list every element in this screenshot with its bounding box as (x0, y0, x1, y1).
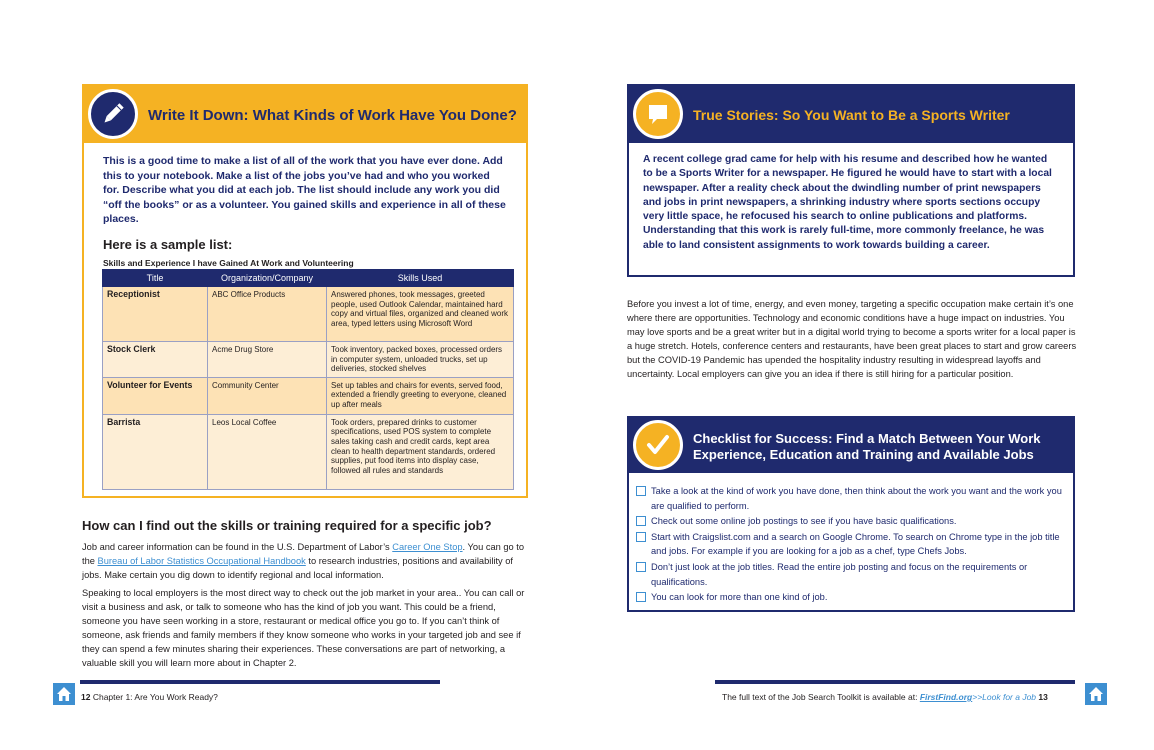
checklist-item-text: Check out some online job postings to see if you have basic qualifications. (651, 516, 957, 527)
row-skills: Took inventory, packed boxes, processed orders in computer system, unloaded trucks, set up deliveries, stocked shelves (327, 342, 514, 378)
page-number: 12 (81, 692, 91, 702)
home-icon[interactable] (1085, 683, 1107, 705)
footer-right (722, 692, 1048, 702)
row-organization: Leos Local Coffee (208, 414, 327, 489)
footer-text: The full text of the Job Search Toolkit is available at: (722, 692, 920, 702)
footer-rule (715, 680, 1075, 684)
checklist-item (636, 514, 1066, 529)
home-icon[interactable] (53, 683, 75, 705)
checklist-item-text: You can look for more than one kind of job. (651, 592, 828, 603)
true-stories-box (627, 84, 1075, 277)
true-stories-title: True Stories: So You Want to Be a Sports Writer (693, 107, 1010, 123)
write-it-down-title: Write It Down: What Kinds of Work Have You Done? (148, 107, 517, 124)
chapter-title: Chapter 1: Are You Work Ready? (92, 692, 218, 702)
checkbox[interactable] (636, 516, 646, 526)
footer-rule (80, 680, 440, 684)
sample-list-heading: Here is a sample list: (103, 237, 233, 252)
table-caption: Skills and Experience I have Gained At Work and Volunteering (103, 258, 354, 268)
table-header-row (103, 270, 514, 287)
row-title: Stock Clerk (103, 342, 208, 378)
checklist-item-text: Don’t just look at the job titles. Read the entire job posting and focus on the requirements or qualifications. (651, 561, 1028, 587)
pencil-icon (88, 89, 138, 139)
row-skills: Answered phones, took messages, greeted people, used Outlook Calendar, maintained hard copy and virtual files, organized and cleaned work area, typed letters using Microsoft Word (327, 287, 514, 342)
write-it-down-header (84, 86, 526, 143)
footer-left (81, 692, 218, 702)
table-row (103, 287, 514, 342)
checklist-item-text: Take a look at the kind of work you have done, then think about the work you want and the work you are qualified to perform. (651, 486, 1062, 511)
checklist-box (627, 416, 1075, 612)
row-title: Volunteer for Events (103, 377, 208, 414)
write-it-down-box (82, 84, 528, 498)
true-stories-header (629, 86, 1073, 143)
para-text: to research industries, positions and availability of jobs. Make certain you dig down to identify regional and local information. (82, 556, 514, 580)
row-skills: Set up tables and chairs for events, served food, extended a friendly greeting to everyone, cleaned up after meals (327, 377, 514, 414)
speech-bubble-icon (633, 89, 683, 139)
row-organization: ABC Office Products (208, 287, 327, 342)
checklist-item (636, 484, 1066, 513)
row-skills: Took orders, prepared drinks to customer specifications, used POS system to complete sales taking cash and credit cards, kept area clean to health department standards, ordered supplies, put food items into display case, followed all rules and standards (327, 414, 514, 489)
table-row (103, 377, 514, 414)
table-row (103, 342, 514, 378)
row-title: Receptionist (103, 287, 208, 342)
checkmark-icon (633, 420, 683, 470)
checklist-item (636, 560, 1066, 589)
firstfind-link[interactable]: FirstFind.org (919, 692, 973, 702)
write-it-down-intro: This is a good time to make a list of all of the work that you have ever done. Add this to your notebook. Make a list of the jobs you’ve had and who you worked for. Describe what you did at each job. The list should include any work you did “off the books” or as a volunteer. You gained skills and experience in all of these places. (103, 155, 506, 225)
page-number: 13 (1038, 692, 1048, 702)
skills-table (102, 269, 514, 490)
skills-section-heading: How can I find out the skills or training required for a specific job? (82, 518, 492, 533)
career-one-stop-link[interactable]: Career One Stop (392, 542, 463, 552)
checklist-item-text: Start with Craigslist.com and a search on Google Chrome. To search on Chrome type in the job title and jobs. For example if you are looking for a job as a chef, type Chefs Jobs. (651, 531, 1060, 557)
checkbox[interactable] (636, 562, 646, 572)
occupation-paragraph: Before you invest a lot of time, energy, and even money, targeting a specific occupation make certain it’s one where there are opportunities. Technology and economic conditions have a huge impact on industries. You may love sports and be a great writer but in a digital world trying to become a sports writer for a local paper is a huge stretch. Hotels, conference centers and restaurants, have been great places to start and grow careers but the COVID-19 Pandemic has upended the hospitality industry resulting in widespread layoffs and uncertainty. Local employers can give you an idea if there is still hiring for a particular position. (627, 299, 1077, 379)
row-title: Barrista (103, 414, 208, 489)
checklist-items (636, 484, 1066, 606)
checkbox[interactable] (636, 486, 646, 496)
row-organization: Community Center (208, 377, 327, 414)
career-info-paragraph (82, 540, 532, 582)
checkbox[interactable] (636, 592, 646, 602)
para-text: . You can go to the (82, 542, 525, 566)
column-header-organization: Organization/Company (208, 270, 327, 287)
table-row (103, 414, 514, 489)
local-employers-paragraph: Speaking to local employers is the most direct way to check out the job market in your area.. You can call or visit a business and ask, or talk to someone who has the kind of job you want. This could be a friend, someone you have seen working in a store, restaurant or medical office you go to. If you can’t think of someone, ask friends and family members if they know someone who works in your targeted job and see if they can spend a few minutes sharing their experiences. These conversations are part of networking, a valuable skill you will learn more about in Chapter 2. (82, 588, 525, 668)
checklist-header (629, 418, 1073, 473)
checklist-title: Checklist for Success: Find a Match Between Your Work Experience, Education and Training and Available Jobs (693, 431, 1041, 462)
checklist-item (636, 530, 1066, 559)
checklist-item (636, 590, 1066, 605)
footer-link-suffix: >>Look for a Job (972, 692, 1037, 702)
row-organization: Acme Drug Store (208, 342, 327, 378)
column-header-skills: Skills Used (327, 270, 514, 287)
para-text: Job and career information can be found in the U.S. Department of Labor’s (82, 542, 393, 552)
checkbox[interactable] (636, 532, 646, 542)
column-header-title: Title (103, 270, 208, 287)
true-stories-body: A recent college grad came for help with his resume and described how he wanted to be a Sports Writer for a newspaper. He figured he would have to start with a local newspaper. After a reality check about the dwindling number of print newspapers and jobs in print newspapers, a shrinking industry where sports sections occupy very little space, he refocused his search to online publications and platforms. Understanding that this work is rarely full-time, more commonly freelance, he was able to land consistent assignments to work towards building a career. (643, 154, 1052, 251)
bls-handbook-link[interactable]: Bureau of Labor Statistics Occupational Handbook (97, 556, 306, 566)
